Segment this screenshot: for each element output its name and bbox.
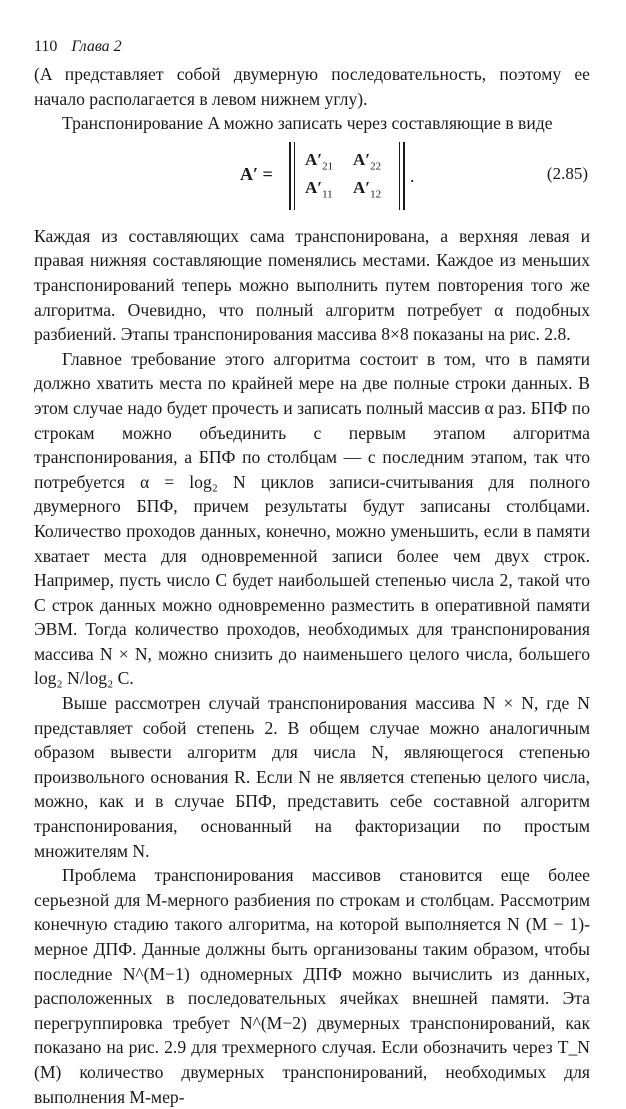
page-number: 110 <box>34 38 58 55</box>
block-matrix <box>289 142 405 210</box>
equation-2-85 <box>34 140 590 216</box>
matrix-cell: $A'_{11}$ <box>305 177 333 201</box>
book-page <box>34 38 590 1109</box>
matrix-cell: $A'_{12}$ <box>353 177 382 201</box>
paragraph-2: Транспонирование A можно записать через составляющие в виде <box>62 113 553 134</box>
paragraph-3: Каждая из составляющих сама транспонирована, а верхняя левая и правая нижняя составляющие поменялись местами. Каждое из меньших транспонирований теперь можно выполнить путем повторения того же алгоритма. Очевидно, что полный алгоритм потребует α подобных разбиений. Этапы транспонирования массива 8×8 показаны на рис. 2.8. <box>34 225 590 345</box>
paragraph-5: Выше рассмотрен случай транспонирования массива N × N, где N представляет собой степень 2. В общем случае можно аналогичным образом вывести алгоритм для числа N, являющегося степенью произвольного основания R. Если N не является степенью целого числа, можно, как и в случае БПФ, представить себе составной алгоритм транспонирования, основанный на факторизации по простым множителям N. <box>34 693 590 861</box>
paragraph-6: Проблема транспонирования массивов становится еще более серьезной для M-мерного разбиения по строкам и столбцам. Рассмотрим конечную стадию такого алгоритма, на которой выполняется N (M − 1)-мерное ДПФ. Данные должны быть организованы таким образом, чтобы последние N^(M−1) одномерных ДПФ можно вычислить из данных, расположенных в последовательных ячейках внешней памяти. Эта перегруппировка требует N^(M−2) двумерных транспонирований, как показано на рис. 2.9 для трехмерного случая. Если обозначить через T_N (M) количество двумерных транспонирований, необходимых для выполнения M-мер- <box>34 865 590 1107</box>
equation-lhs: A′ = <box>240 163 273 184</box>
equation-period: . <box>410 165 415 186</box>
paragraph-1: (A представляет собой двумерную последовательность, поэтому ее начало располагается в левом нижнем углу). <box>34 64 590 109</box>
running-header <box>34 38 590 62</box>
paragraph-4: Главное требование этого алгоритма состоит в том, что в памяти должно хватить места по крайней мере на две полные строки данных. В этом случае надо будет прочесть и записать полный массив α раз. БПФ по строкам можно объединить с первым этапом алгоритма транспонирования, а БПФ по столбцам — с последним этапом, так что потребуется α = log₂ N циклов записи-считывания для полного двумерного БПФ, причем результаты будут записаны столбцами. Количество проходов данных, конечно, можно уменьшить, если в памяти хватает места для одновременной записи более чем двух строк. Например, пусть число C будет наибольшей степенью числа 2, такой что C строк данных можно одновременно разместить в оперативной памяти ЭВМ. Тогда количество проходов, необходимых для транспонирования массива N × N, можно снизить до наименьшего целого числа, большего log₂ N/log₂ C. <box>34 348 590 689</box>
chapter-title: Глава 2 <box>71 38 122 55</box>
equation-number: (2.85) <box>546 163 588 183</box>
matrix-cell: $A'_{22}$ <box>353 149 382 173</box>
matrix-cell: $A'_{21}$ <box>305 149 334 173</box>
